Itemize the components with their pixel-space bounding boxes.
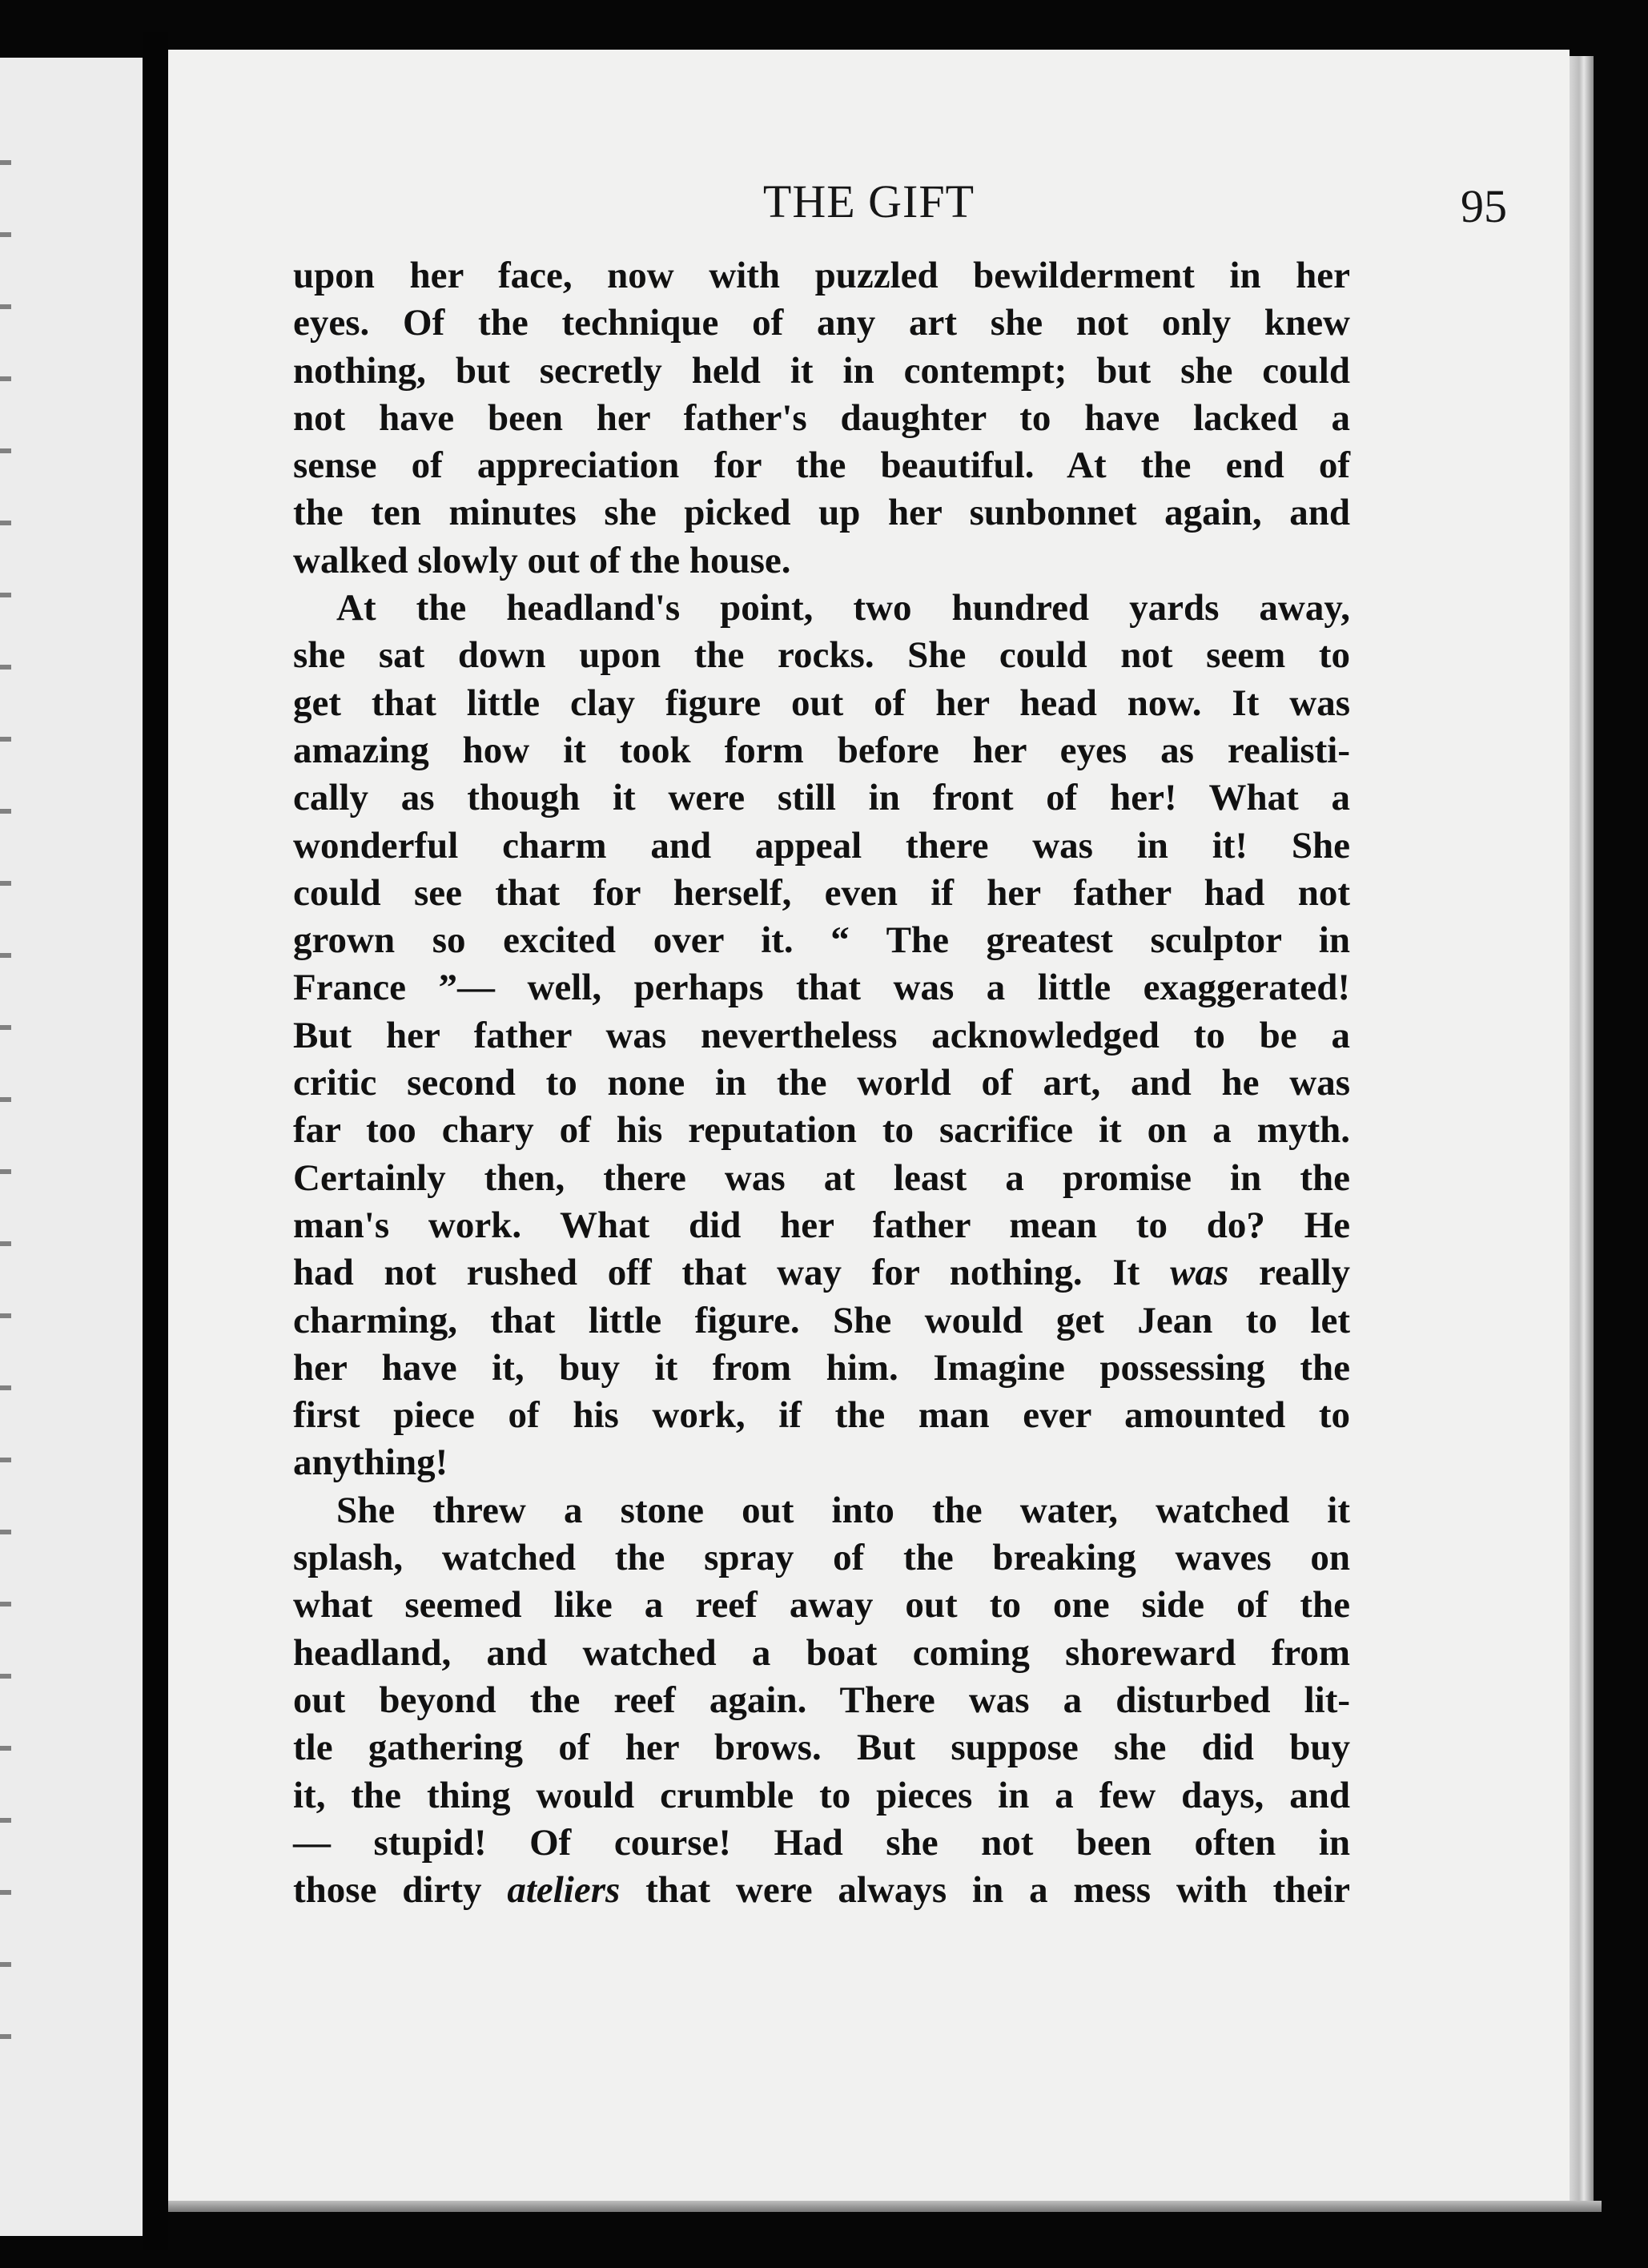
text-line: sense of appreciation for the beautiful. At the end of xyxy=(293,444,1350,487)
text-line: far too chary of his reputation to sacrifice it on a myth. xyxy=(293,1109,1350,1152)
text-line: headland, and watched a boat coming shoreward from xyxy=(293,1631,1350,1674)
page-bottom-edge xyxy=(168,2201,1602,2212)
emphasized-word: was xyxy=(1170,1252,1229,1294)
page-fore-edge xyxy=(1570,56,1594,2210)
paragraph-1 xyxy=(293,252,1350,585)
text-line: not have been her father's daughter to have lacked a xyxy=(293,396,1350,439)
text-line: what seemed like a reef away out to one side of the xyxy=(293,1584,1350,1627)
paragraph-3 xyxy=(293,1487,1350,1915)
body-text xyxy=(293,252,1350,1914)
text-line: nothing, but secretly held it in contempt; but she could xyxy=(293,349,1350,392)
text-line: it, the thing would crumble to pieces in a few days, and xyxy=(293,1774,1350,1816)
book-gutter xyxy=(143,32,168,2250)
text-line: the ten minutes she picked up her sunbonnet again, and xyxy=(293,492,1350,534)
text-line: first piece of his work, if the man ever amounted to xyxy=(293,1394,1350,1437)
text-line: walked slowly out of the house. xyxy=(293,539,791,581)
text-line: — stupid! Of course! Had she not been often in xyxy=(293,1821,1350,1864)
text-segment: that were always in a mess with their xyxy=(645,1869,1351,1912)
text-line: out beyond the reef again. There was a disturbed lit- xyxy=(293,1679,1350,1721)
page-number: 95 xyxy=(1461,180,1507,232)
text-line: man's work. What did her father mean to do? He xyxy=(293,1204,1350,1246)
text-line: cally as though it were still in front of her! What a xyxy=(293,777,1350,819)
facing-page-edge xyxy=(0,58,143,2236)
text-segment: had not rushed off that way for nothing. It xyxy=(293,1252,1140,1294)
text-line-with-emphasis xyxy=(293,1867,1350,1914)
paragraph-2 xyxy=(293,585,1350,1487)
text-line: eyes. Of the technique of any art she not only knew xyxy=(293,302,1350,344)
text-line-with-emphasis xyxy=(293,1249,1350,1297)
text-line: get that little clay figure out of her head now. It was xyxy=(293,682,1350,724)
text-line: At the headland's point, two hundred yards away, xyxy=(336,587,1350,629)
text-line: upon her face, now with puzzled bewilderment in her xyxy=(293,255,1350,296)
text-line: tle gathering of her brows. But suppose she did buy xyxy=(293,1727,1350,1769)
emphasized-word: ateliers xyxy=(507,1869,621,1912)
facing-page-marks xyxy=(0,160,11,2082)
page-header xyxy=(168,168,1570,240)
text-line: she sat down upon the rocks. She could not seem to xyxy=(293,634,1350,677)
text-line: grown so excited over it. “ The greatest sculptor in xyxy=(293,919,1350,962)
text-segment: those dirty xyxy=(293,1869,482,1912)
running-title: THE GIFT xyxy=(762,175,975,227)
text-line: But her father was nevertheless acknowledged to be a xyxy=(293,1014,1350,1056)
text-line: She threw a stone out into the water, watched it xyxy=(336,1489,1350,1531)
text-line: wonderful charm and appeal there was in it! She xyxy=(293,824,1350,867)
text-line: anything! xyxy=(293,1442,448,1484)
text-line: Certainly then, there was at least a promise in the xyxy=(293,1156,1350,1199)
text-line: amazing how it took form before her eyes as realisti- xyxy=(293,729,1350,771)
text-line: critic second to none in the world of art, and he was xyxy=(293,1062,1350,1104)
text-line: splash, watched the spray of the breaking waves on xyxy=(293,1537,1350,1579)
text-line: her have it, buy it from him. Imagine possessing the xyxy=(293,1346,1350,1389)
text-segment: really xyxy=(1259,1252,1351,1294)
text-line: charming, that little figure. She would get Jean to let xyxy=(293,1299,1350,1341)
text-line: France ”— well, perhaps that was a little exaggerated! xyxy=(293,967,1350,1009)
text-line: could see that for herself, even if her father had not xyxy=(293,871,1350,914)
